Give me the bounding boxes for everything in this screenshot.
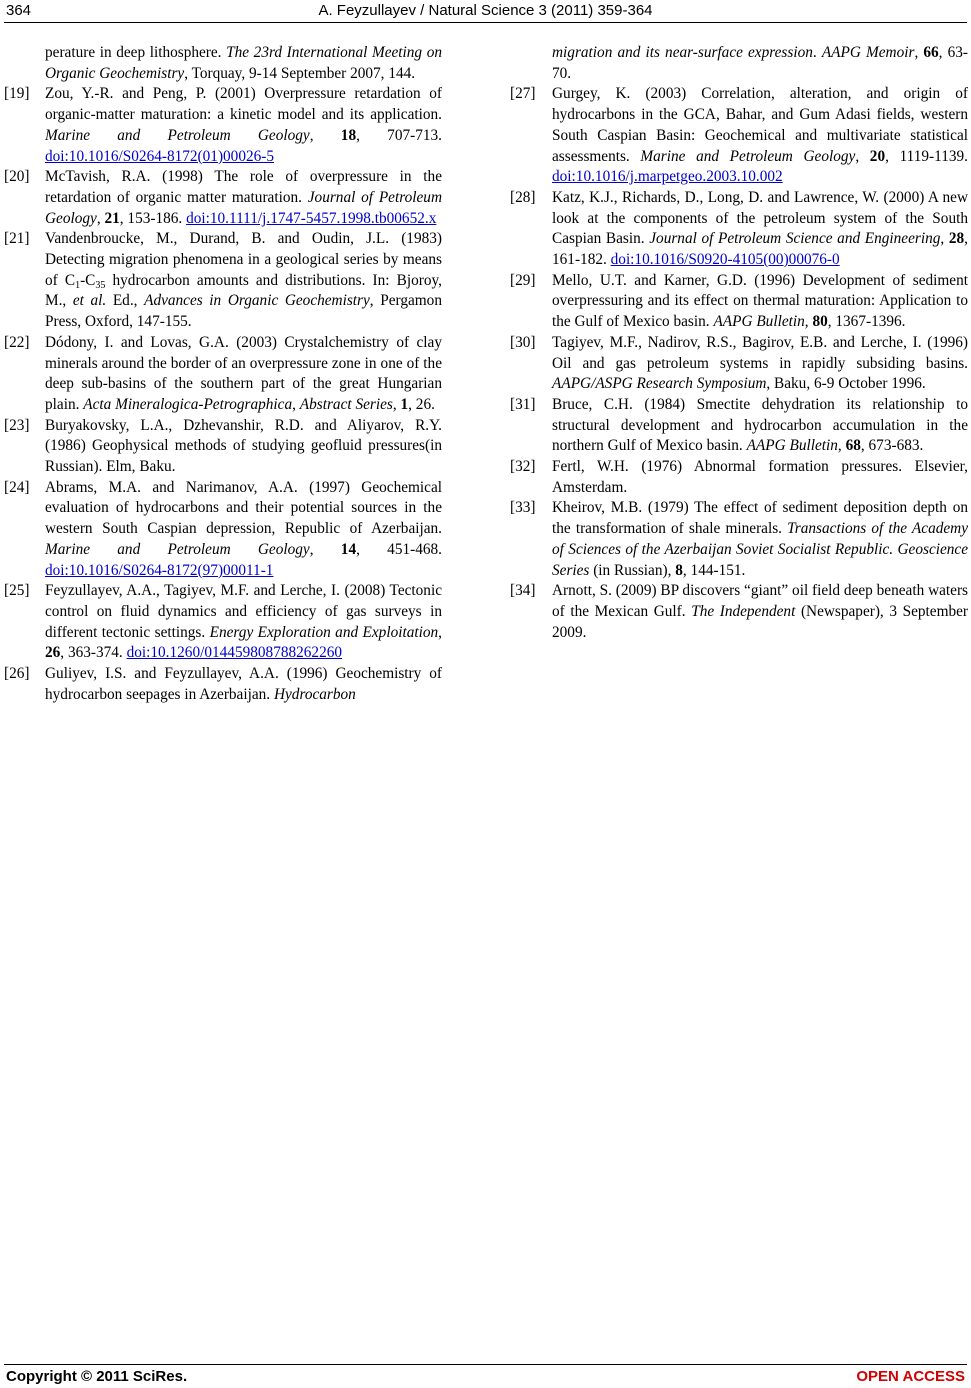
reference-29: [29] Mello, U.T. and Karner, G.D. (1996) Development of sediment overpressuring and its effect on thermal maturation: Application to the Gulf of Mexico basin. AAPG Bulletin, 80, 1367-1396.: [510, 271, 968, 331]
reference-30: [30] Tagiyev, M.F., Nadirov, R.S., Bagirov, E.B. and Lerche, I. (1996) Oil and gas petroleum systems in rapidly subsiding basins. AAPG/ASPG Research Symposium, Baku, 6-9 October 1996.: [510, 333, 968, 393]
running-head: A. Feyzullayev / Natural Science 3 (2011) 359-364: [318, 2, 653, 19]
doi-link[interactable]: doi:10.1016/S0264-8172(97)00011-1: [45, 561, 274, 579]
reference-34: [34] Arnott, S. (2009) BP discovers “giant” oil field deep beneath waters of the Mexican Gulf. The Independent (Newspaper), 3 September 2009.: [510, 582, 969, 641]
reference-18-continued: perature in deep lithosphere. The 23rd International Meeting on Organic Geochemistry, Torquay, 9-14 September 2007, 144.: [45, 44, 442, 82]
reference-number: [21]: [4, 230, 30, 248]
reference-33: [33] Kheirov, M.B. (1979) The effect of sediment deposition depth on the transformation of shale minerals. Transactions of the Academy of Sciences of the Azerbaijan Soviet Socialist Republic. Geoscience Series (in Russian), 8, 144-151.: [510, 499, 968, 579]
footer-rule: [4, 1364, 967, 1365]
reference-25: [25] Feyzullayev, A.A., Tagiyev, M.F. and Lerche, I. (2008) Tectonic control on fluid dynamics and efficiency of gas surveys in different tectonic settings. Energy Exploration and Exploitation, 26, 363-374. doi:10.1260/014459808788262260: [16, 581, 442, 664]
reference-20: [20] McTavish, R.A. (1998) The role of overpressure in the retardation of organic matter maturation. Journal of Petroleum Geology, 21, 153-186. doi:10.1111/j.1747-5457.1998.tb00652.x: [16, 167, 442, 229]
reference-number: [34]: [510, 582, 536, 600]
doi-link[interactable]: doi:10.1016/S0264-8172(01)00026-5: [45, 147, 275, 165]
doi-link[interactable]: doi:10.1260/014459808788262260: [126, 644, 343, 662]
reference-number: [23]: [4, 416, 30, 434]
open-access-label: OPEN ACCESS: [856, 1368, 965, 1385]
reference-19: [19] Zou, Y.-R. and Peng, P. (2001) Overpressure retardation of organic-matter maturation: a kinetic model and its application. Marine and Petroleum Geology, 18, 707-713. doi:10.1016/S0264-8172(01)00026-5: [16, 84, 442, 167]
reference-number: [32]: [510, 458, 536, 476]
reference-26: [26] Guliyev, I.S. and Feyzullayev, A.A. (1996) Geochemistry of hydrocarbon seepages in Azerbaijan. Hydrocarbon: [4, 665, 442, 703]
page-number: 364: [6, 2, 32, 19]
reference-21: [21] Vandenbroucke, M., Durand, B. and Oudin, J.L. (1983) Detecting migration phenomena in a geological series by means of $C_1-C_{35}$ hydrocarbon amounts and distributions. In: Bjoroy, M., et al. Ed., Advances in Organic Geochemistry, Pergamon Press, Oxford, 147-155.: [4, 230, 442, 331]
reference-number: [25]: [4, 582, 30, 600]
reference-number: [33]: [510, 499, 536, 517]
doi-link[interactable]: doi:10.1111/j.1747-5457.1998.tb00652.x: [186, 209, 437, 227]
left-column: [4, 43, 442, 706]
reference-23: [23] Buryakovsky, L.A., Dzhevanshir, R.D. and Aliyarov, R.Y. (1986) Geophysical methods of studying geofluid pressures(in Russian). Elm, Baku.: [4, 416, 442, 476]
doi-link[interactable]: doi:10.1016/j.marpetgeo.2003.10.002: [552, 168, 783, 186]
reference-26-continued: migration and its near-surface expression. AAPG Memoir, 66, 63-70.: [552, 44, 968, 82]
page-footer: [0, 1366, 971, 1388]
reference-28: [28] Katz, K.J., Richards, D., Long, D. and Lawrence, W. (2000) A new look at the components of the petroleum system of the South Caspian Basin. Journal of Petroleum Science and Engineering, 28, 161-182. doi:10.1016/S0920-4105(00)00076-0: [522, 188, 968, 271]
doi-link[interactable]: doi:10.1016/S0920-4105(00)00076-0: [610, 251, 840, 269]
reference-number: [29]: [510, 271, 536, 289]
page-header: [0, 0, 971, 24]
reference-31: [31] Bruce, C.H. (1984) Smectite dehydration its relationship to structural development and hydrocarbon accumulation in the northern Gulf of Mexico basin. AAPG Bulletin, 68, 673-683.: [510, 395, 968, 455]
reference-22: [22] Dódony, I. and Lovas, G.A. (2003) Crystalchemistry of clay minerals around the border of an overpressure zone in one of the deep sub-basins of the southern part of the great Hungarian plain. Acta Mineralogica-Petrographica, Abstract Series, 1, 26.: [4, 333, 442, 413]
reference-number: [30]: [510, 333, 536, 351]
reference-24: [24] Abrams, M.A. and Narimanov, A.A. (1997) Geochemical evaluation of hydrocarbons and their potential sources in the western South Caspian depression, Republic of Azerbaijan. Marine and Petroleum Geology, 14, 451-468. doi:10.1016/S0264-8172(97)00011-1: [16, 478, 442, 582]
reference-27: [27] Gurgey, K. (2003) Correlation, alteration, and origin of hydrocarbons in the GCA, Bahar, and Gum Adasi fields, western South Caspian Basin: Geochemical and multivariate statistical assessments. Marine and Petroleum Geology, 20, 1119-1139. doi:10.1016/j.marpetgeo.2003.10.002: [522, 84, 968, 188]
header-rule: [4, 22, 967, 23]
reference-number: [20]: [4, 168, 30, 186]
reference-number: [19]: [4, 85, 30, 103]
reference-number: [27]: [510, 85, 536, 103]
copyright-notice: Copyright © 2011 SciRes.: [6, 1368, 188, 1385]
reference-number: [22]: [4, 333, 30, 351]
reference-32: [32] Fertl, W.H. (1976) Abnormal formation pressures. Elsevier, Amsterdam.: [510, 458, 968, 496]
reference-number: [28]: [510, 188, 536, 206]
reference-number: [26]: [4, 665, 30, 683]
reference-number: [31]: [510, 395, 536, 413]
right-column: [510, 43, 969, 643]
reference-number: [24]: [4, 478, 30, 496]
